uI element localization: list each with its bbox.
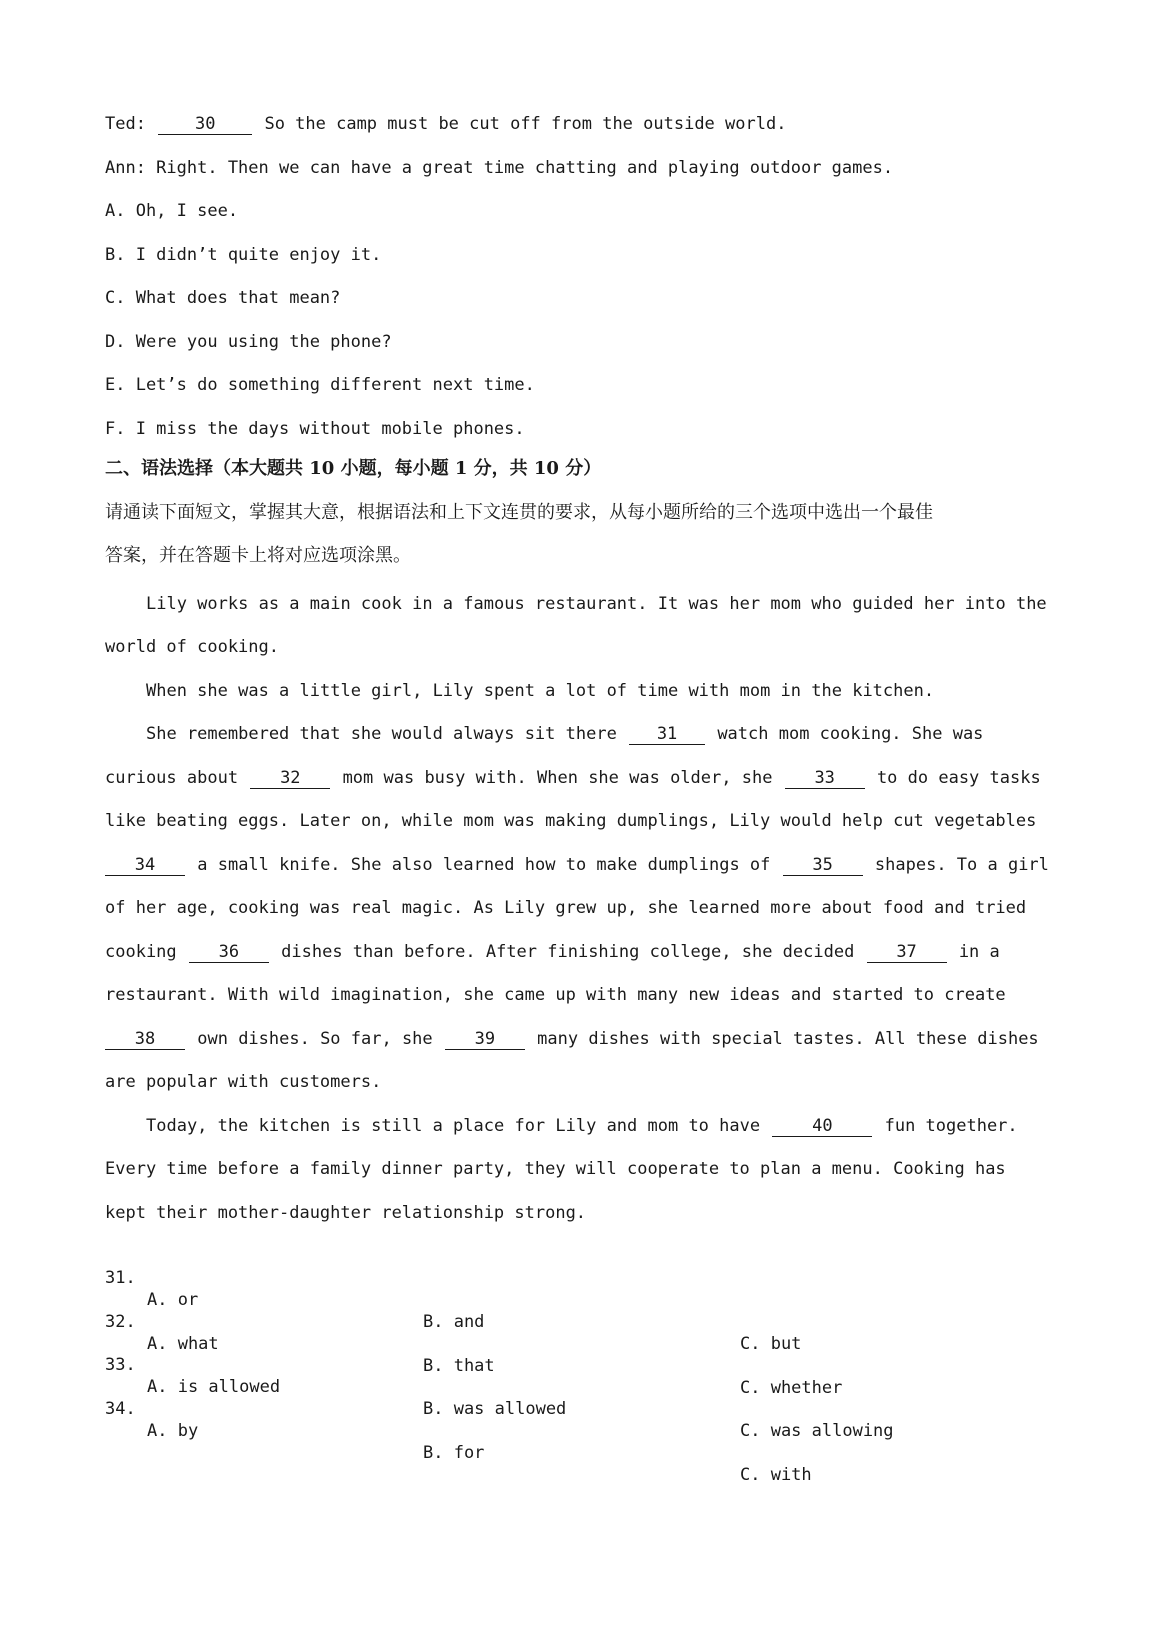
blank-39: 39 — [445, 1029, 525, 1050]
blank-37: 37 — [867, 942, 947, 963]
blank-38: 38 — [105, 1029, 185, 1050]
passage-text: mom was busy with. When she was older, she — [342, 768, 773, 788]
passage-line: restaurant. With wild imagination, she came up with many new ideas and started to create — [105, 985, 1006, 1005]
passage-text: a small knife. She also learned how to make dumplings of — [197, 855, 771, 875]
passage-text: fun together. — [884, 1116, 1018, 1136]
passage-text: cooking — [105, 942, 177, 962]
option-a[interactable]: A. by — [147, 1421, 199, 1441]
passage-line — [146, 723, 1106, 745]
instruction-line-1: 请通读下面短文，掌握其大意，根据语法和上下文连贯的要求，从每小题所给的三个选项中选出一个最佳 — [105, 502, 933, 523]
passage-text: watch mom cooking. She was — [717, 724, 984, 744]
option-c[interactable]: C. whether — [740, 1378, 843, 1398]
blank-31: 31 — [629, 724, 705, 745]
passage-text: curious about — [105, 768, 239, 788]
section-heading: 二、语法选择（本大题共 10 小题，每小题 1 分，共 10 分） — [105, 458, 602, 479]
dialogue-option-f: F. I miss the days without mobile phones. — [105, 419, 525, 439]
question-number: 32. — [105, 1312, 136, 1332]
passage-line — [105, 854, 1065, 876]
passage-line — [105, 941, 1065, 963]
dialogue-option-c: C. What does that mean? — [105, 288, 341, 308]
blank-30: 30 — [158, 114, 252, 135]
passage-text: dishes than before. After finishing college, she decided — [281, 942, 855, 962]
passage-text: She remembered that she would always sit there — [146, 724, 617, 744]
option-c[interactable]: C. was allowing — [740, 1421, 894, 1441]
ann-line: Ann: Right. Then we can have a great time chatting and playing outdoor games. — [105, 158, 894, 178]
option-b[interactable]: B. that — [423, 1356, 495, 1376]
option-a[interactable]: A. is allowed — [147, 1377, 281, 1397]
blank-35: 35 — [783, 855, 863, 876]
option-c[interactable]: C. with — [740, 1465, 812, 1485]
passage-line: of her age, cooking was real magic. As Lily grew up, she learned more about food and tried — [105, 898, 1027, 918]
dialogue-option-d: D. Were you using the phone? — [105, 332, 392, 352]
passage-text: many dishes with special tastes. All these dishes — [537, 1029, 1039, 1049]
blank-32: 32 — [250, 768, 330, 789]
passage-line: Lily works as a main cook in a famous restaurant. It was her mom who guided her into the — [146, 594, 1047, 614]
passage-text: to do easy tasks — [876, 768, 1041, 788]
question-number: 31. — [105, 1268, 136, 1288]
question-number: 34. — [105, 1399, 136, 1419]
blank-34: 34 — [105, 855, 185, 876]
passage-line: Every time before a family dinner party, they will cooperate to plan a menu. Cooking has — [105, 1159, 1006, 1179]
passage-line: world of cooking. — [105, 637, 279, 657]
ted-text: So the camp must be cut off from the outside world. — [264, 114, 787, 134]
dialogue-option-a: A. Oh, I see. — [105, 201, 239, 221]
blank-36: 36 — [189, 942, 269, 963]
option-b[interactable]: B. and — [423, 1312, 485, 1332]
option-a[interactable]: A. or — [147, 1290, 199, 1310]
speaker-ted: Ted: — [105, 114, 146, 134]
passage-text: Today, the kitchen is still a place for Lily and mom to have — [146, 1116, 761, 1136]
instruction-line-2: 答案，并在答题卡上将对应选项涂黑。 — [105, 545, 411, 566]
passage-line — [105, 1028, 1065, 1050]
passage-line — [146, 1115, 1106, 1137]
passage-text: in a — [958, 942, 1000, 962]
blank-40: 40 — [772, 1116, 872, 1137]
passage-text: own dishes. So far, she — [197, 1029, 433, 1049]
passage-line: are popular with customers. — [105, 1072, 382, 1092]
ted-line — [105, 113, 1065, 135]
dialogue-option-e: E. Let’s do something different next time. — [105, 375, 535, 395]
option-b[interactable]: B. for — [423, 1443, 485, 1463]
question-number: 33. — [105, 1355, 136, 1375]
option-b[interactable]: B. was allowed — [423, 1399, 567, 1419]
dialogue-option-b: B. I didn’t quite enjoy it. — [105, 245, 382, 265]
passage-line: kept their mother-daughter relationship strong. — [105, 1203, 587, 1223]
passage-text: shapes. To a girl — [874, 855, 1049, 875]
passage-line — [105, 767, 1065, 789]
option-c[interactable]: C. but — [740, 1334, 802, 1354]
passage-line: like beating eggs. Later on, while mom was making dumplings, Lily would help cut vegetables — [105, 811, 1037, 831]
blank-33: 33 — [785, 768, 865, 789]
option-a[interactable]: A. what — [147, 1334, 219, 1354]
passage-line: When she was a little girl, Lily spent a lot of time with mom in the kitchen. — [146, 681, 935, 701]
